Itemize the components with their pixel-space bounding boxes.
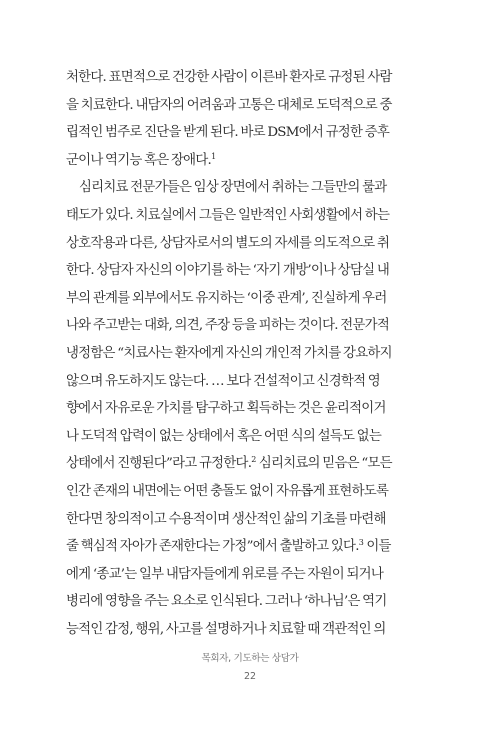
- text-line: [66, 561, 401, 589]
- line-text: 향에서 자유로운 가치를 탐구하고 획득하는 것은 윤리적이거: [66, 401, 386, 417]
- line-text: 군이나 역기능 혹은 장애다.: [66, 152, 212, 168]
- text-line: [66, 202, 401, 230]
- line-text: 심리치료 전문가들은 임상 장면에서 취하는 그들만의 룰과: [79, 180, 387, 196]
- page-number: 22: [243, 671, 257, 682]
- line-text: 태도가 있다. 치료실에서 그들은 일반적인 사회생활에서 하는: [66, 207, 390, 223]
- text-line: [66, 368, 401, 396]
- text-line: [66, 312, 401, 340]
- footnote-marker: 1: [211, 151, 217, 161]
- line-text: 나와 주고받는 대화, 의견, 주장 등을 피하는 것이다. 전문가적: [66, 318, 390, 334]
- body-text: [66, 64, 401, 643]
- line-text: 한다면 창의적이고 수용적이며 생산적인 삶의 기초를 마련해: [66, 511, 386, 527]
- line-text: 능적인 감정, 행위, 사고를 설명하거나 치료할 때 객관적인 의: [66, 621, 386, 637]
- line-text: 상태에서 진행된다”라고 규정한다.: [66, 456, 252, 472]
- text-line: [66, 230, 401, 258]
- line-text: 립적인 범주로 진단을 받게 된다. 바로 DSM에서 규정한 증후: [66, 125, 390, 141]
- line-text-continued: 이들: [363, 539, 391, 555]
- line-text-continued: 심리치료의 믿음은 “모든: [256, 456, 392, 472]
- line-text: 을 치료한다. 내담자의 어려움과 고통은 대체로 도덕적으로 중: [66, 97, 392, 113]
- text-line: [66, 423, 401, 451]
- text-line: [66, 450, 401, 478]
- line-text: 냉정함은 “치료사는 환자에게 자신의 개인적 가치를 강요하지: [66, 345, 392, 361]
- text-line: [66, 395, 401, 423]
- footnote-marker: 2: [251, 455, 257, 465]
- line-text: 않으며 유도하지도 않는다. … 보다 건설적이고 신경학적 영: [66, 373, 380, 389]
- line-text: 병리에 영향을 주는 요소로 인식된다. 그러나 ‘하나님’은 역기: [66, 594, 387, 610]
- line-text: 에게 ‘종교’는 일부 내담자들에게 위로를 주는 자원이 되거나: [66, 566, 384, 582]
- line-text: 나 도덕적 압력이 없는 상태에서 혹은 어떤 식의 설득도 없는: [66, 428, 382, 444]
- text-line: [66, 340, 401, 368]
- line-text: 부의 관계를 외부에서도 유지하는 ‘이중 관계’, 진실하게 우러: [66, 290, 387, 306]
- text-line: [66, 506, 401, 534]
- text-line: [66, 588, 401, 616]
- text-line: [66, 616, 401, 644]
- text-line: [66, 285, 401, 313]
- line-text: 줄 핵심적 자아가 존재한다는 가정”에서 출발하고 있다.: [66, 539, 359, 555]
- line-text: 인간 존재의 내면에는 어떤 충돌도 없이 자유롭게 표현하도록: [66, 483, 389, 499]
- text-line: [66, 533, 401, 561]
- text-line: [66, 174, 401, 202]
- text-line: [66, 119, 401, 147]
- text-line: [66, 257, 401, 285]
- running-title: 목회자, 기도하는 상담가: [201, 653, 299, 664]
- text-line: [66, 147, 401, 175]
- text-line: [66, 92, 401, 120]
- line-text: 처한다. 표면적으로 건강한 사람이 이른바 환자로 규정된 사람: [66, 70, 392, 85]
- text-line: [66, 478, 401, 506]
- text-line: [66, 64, 401, 92]
- line-text: 상호작용과 다른, 상담자로서의 별도의 자세를 의도적으로 취: [66, 235, 390, 251]
- footnote-marker: 3: [358, 538, 364, 548]
- line-text: 한다. 상담자 자신의 이야기를 하는 ‘자기 개방’이나 상담실 내: [66, 263, 390, 279]
